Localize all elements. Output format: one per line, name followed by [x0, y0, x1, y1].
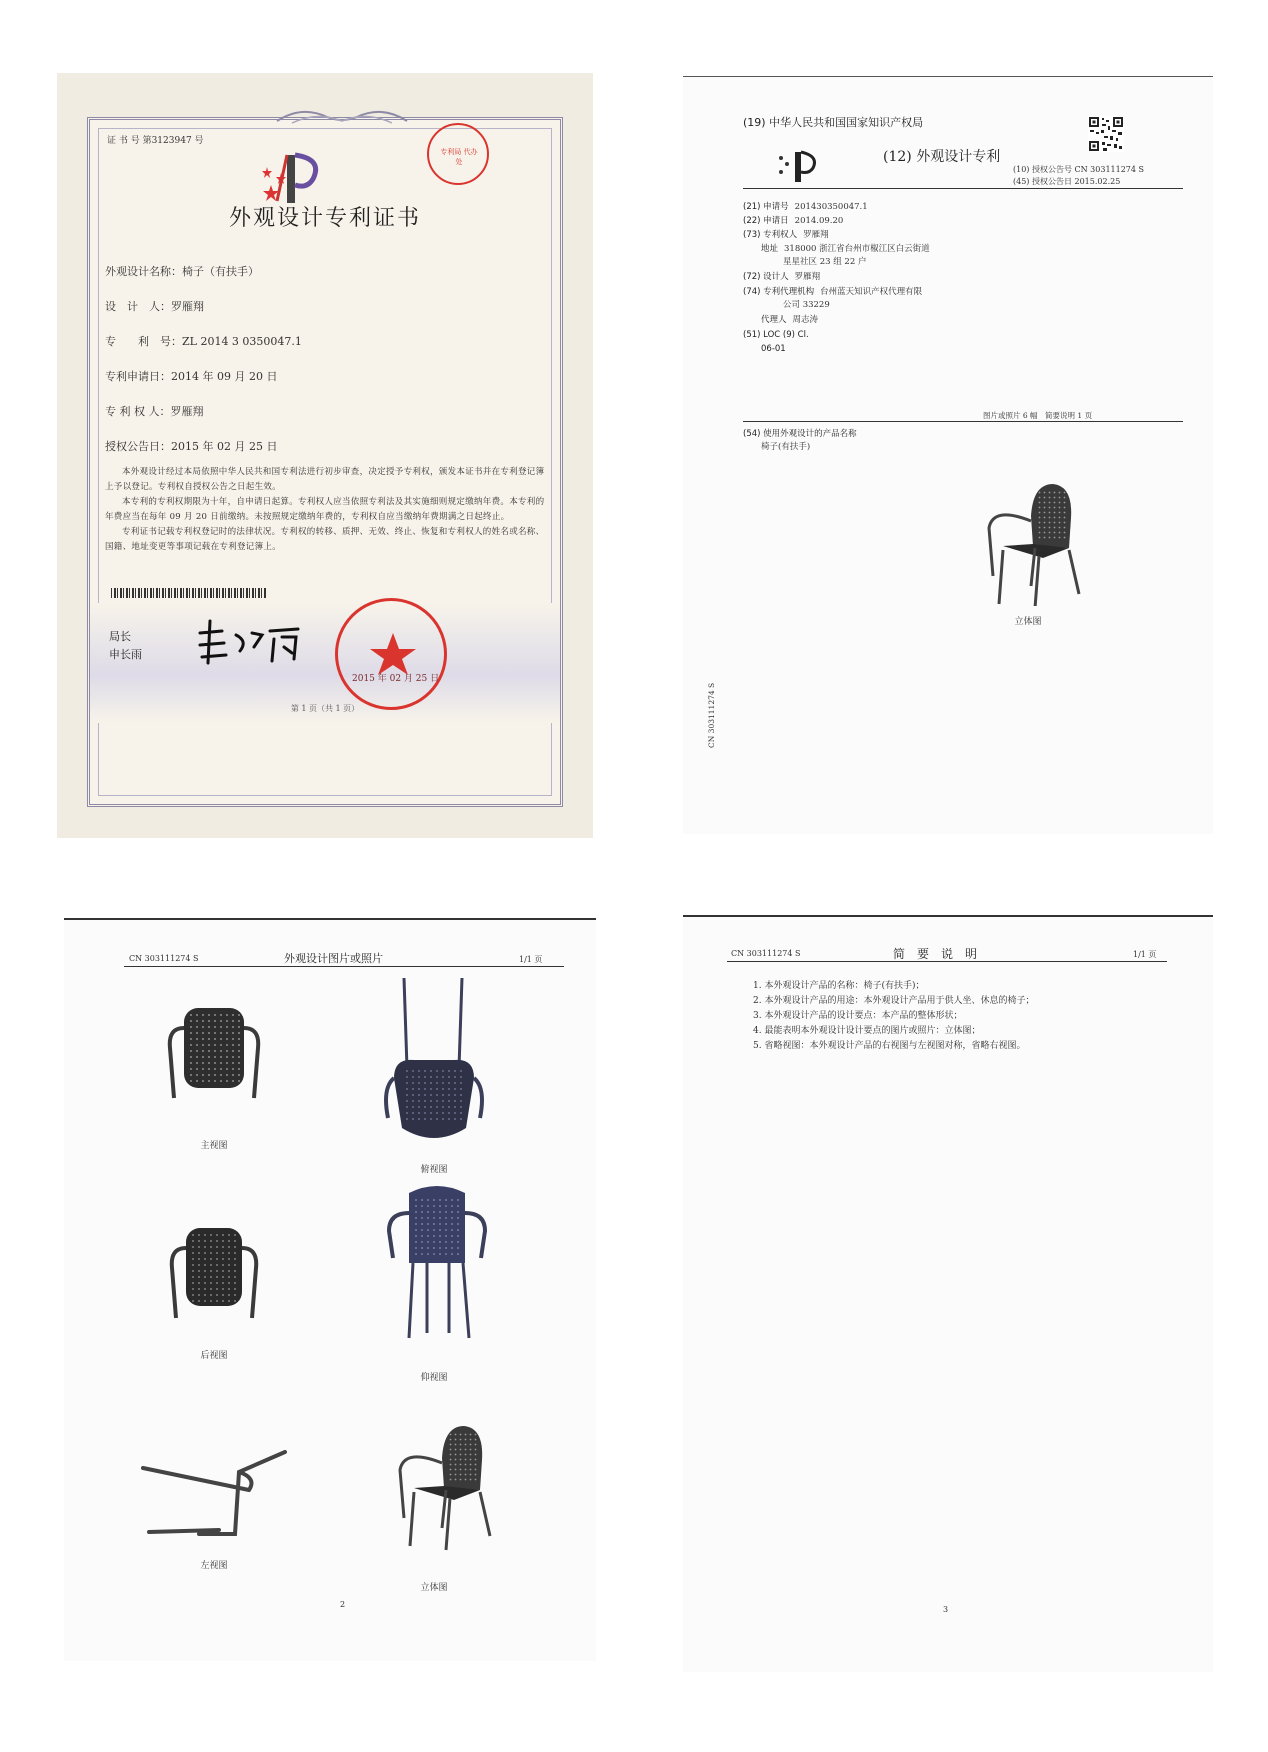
page-number: 3 — [943, 1605, 949, 1614]
field-label: (21) 申请号 — [743, 202, 789, 212]
field-value: 罗雁翔 — [170, 405, 204, 418]
description-item: 2. 本外观设计产品的用途：本外观设计产品用于供人坐、休息的椅子； — [753, 996, 1035, 1006]
field-value: 罗雁翔 — [171, 300, 204, 313]
field-label: 地址 — [761, 244, 779, 254]
view-caption-perspective: 立体图 — [420, 1583, 448, 1593]
field-label: (74) 专利代理机构 — [743, 287, 815, 297]
patent-office-logo-icon — [773, 146, 823, 186]
director-name: 申长雨 — [109, 648, 142, 661]
certificate-number: 证 书 号 第3123947 号 — [107, 136, 204, 146]
page-indicator: 1/1 页 — [1133, 950, 1157, 959]
field-value: 台州蓝天知识产权代理有限 — [820, 287, 923, 297]
paragraph: 本外观设计经过本局依照中华人民共和国专利法进行初步审查，决定授予专利权，颁发本证书并在专利登记簿上予以登记。专利权自授权公告之日起生效。 — [105, 467, 545, 492]
certificate-field — [105, 298, 204, 314]
field-label: 专利申请日： — [105, 370, 171, 383]
field-label: 专 利 权 人： — [105, 405, 171, 418]
field-label: (22) 申请日 — [743, 216, 789, 226]
view-caption-front: 主视图 — [200, 1141, 228, 1151]
publication-date: (45) 授权公告日 2015.02.25 — [1013, 177, 1121, 186]
field-label: 06-01 — [761, 344, 786, 354]
bibliographic-field — [761, 336, 792, 355]
document-number: CN 303111274 S — [731, 949, 801, 958]
field-label: 专 利 号： — [105, 335, 182, 348]
drawings-page — [64, 918, 596, 1661]
patent-office-logo-icon — [257, 145, 327, 205]
page-number: 2 — [340, 1600, 346, 1609]
field-value: 2014 年 09 月 20 日 — [171, 370, 278, 383]
view-caption-top: 俯视图 — [420, 1165, 448, 1175]
signature-icon — [192, 613, 312, 673]
field-label: (51) LOC (9) Cl. — [743, 330, 809, 340]
page-indicator: 1/1 页 — [519, 955, 543, 964]
field-value: 公司 33229 — [783, 300, 830, 310]
field-value: 2015 年 02 月 25 日 — [171, 440, 278, 453]
field-value: 201430350047.1 — [794, 202, 868, 212]
qr-code-icon — [1088, 116, 1124, 152]
chair-perspective-icon — [384, 1418, 504, 1568]
view-caption-bottom: 仰视图 — [420, 1373, 448, 1383]
field-value: 2014.09.20 — [794, 216, 844, 226]
ornament-icon — [272, 103, 412, 129]
image-count: 图片或照片 6 幅 简要说明 1 页 — [983, 411, 1093, 420]
field-label: 外观设计名称： — [105, 265, 182, 278]
document-number: CN 303111274 S — [129, 954, 199, 963]
view-caption-left: 左视图 — [200, 1561, 228, 1571]
chair-perspective-icon — [973, 476, 1083, 606]
certificate-field — [105, 403, 204, 419]
description-page — [683, 915, 1213, 1672]
field-value: 星星社区 23 组 22 户 — [783, 257, 867, 267]
certificate-text — [105, 465, 545, 555]
page-footer: 第 1 页（共 1 页） — [290, 704, 360, 713]
barcode-icon — [111, 588, 266, 598]
field-value: 罗雁翔 — [803, 230, 829, 240]
bulletin-page — [683, 76, 1213, 834]
certificate-field — [105, 263, 259, 279]
field-label: 设 计 人： — [105, 300, 171, 313]
paragraph: 专利证书记载专利权登记时的法律状况。专利权的转移、质押、无效、终止、恢复和专利权人的姓名或名称、国籍、地址变更等事项记载在专利登记簿上。 — [105, 527, 545, 552]
document-type: (12) 外观设计专利 — [883, 149, 1001, 165]
view-caption: 立体图 — [1014, 617, 1042, 627]
certificate-field — [105, 333, 302, 349]
field-label: (73) 专利权人 — [743, 230, 798, 240]
description-list — [753, 979, 1173, 1054]
field-label: 代理人 — [761, 315, 787, 325]
paragraph: 本专利的专利权期限为十年，自申请日起算。专利权人应当依照专利法及其实施细则规定缴纳年费。本专利的年费应当在每年 09 月 20 日前缴纳。未按照规定缴纳年费的，专利权自应当缴纳年费期满之日起终止。 — [105, 497, 545, 522]
field-label: (72) 设计人 — [743, 272, 789, 282]
description-title: 简 要 说 明 — [893, 947, 978, 961]
field-label: 授权公告日： — [105, 440, 171, 453]
product-name-label: (54) 使用外观设计的产品名称 — [743, 429, 857, 439]
chair-bottom-view-icon — [379, 1183, 494, 1343]
chair-left-view-icon — [139, 1438, 304, 1548]
seal-date: 2015 年 02 月 25 日 — [352, 674, 440, 684]
certificate-field — [105, 368, 277, 384]
publication-number: (10) 授权公告号 CN 303111274 S — [1013, 165, 1145, 174]
field-value: 318000 浙江省台州市椒江区白云街道 — [784, 244, 930, 254]
field-value: 罗雁翔 — [794, 272, 821, 282]
drawings-title: 外观设计图片或照片 — [284, 952, 383, 965]
side-document-number: CN 303111274 S — [707, 682, 716, 748]
field-value: 周志涛 — [792, 315, 819, 325]
patent-certificate — [57, 73, 593, 838]
chair-top-view-icon — [374, 978, 494, 1148]
director-title: 局长 — [109, 630, 131, 643]
chair-back-view-icon — [164, 1218, 264, 1328]
description-item: 4. 最能表明本外观设计设计要点的图片或照片：立体图； — [753, 1026, 981, 1036]
view-caption-back: 后视图 — [200, 1351, 228, 1361]
product-name: 椅子(有扶手) — [761, 442, 811, 452]
description-item: 5. 省略视图：本外观设计产品的右视图与左视图对称，省略右视图。 — [753, 1041, 1026, 1051]
chair-front-view-icon — [164, 998, 264, 1108]
description-item: 3. 本外观设计产品的设计要点：本产品的整体形状； — [753, 1011, 963, 1021]
field-value: ZL 2014 3 0350047.1 — [182, 335, 302, 348]
description-item: 1. 本外观设计产品的名称：椅子(有扶手)； — [753, 981, 925, 991]
office-name: (19) 中华人民共和国国家知识产权局 — [743, 116, 924, 129]
certificate-title: 外观设计专利证书 — [228, 206, 421, 231]
field-value: 椅子（有扶手） — [182, 265, 259, 278]
certificate-field — [105, 438, 277, 454]
national-ip-seal-icon — [335, 598, 447, 710]
agency-seal-icon: 专利局 代办处 — [427, 123, 489, 185]
